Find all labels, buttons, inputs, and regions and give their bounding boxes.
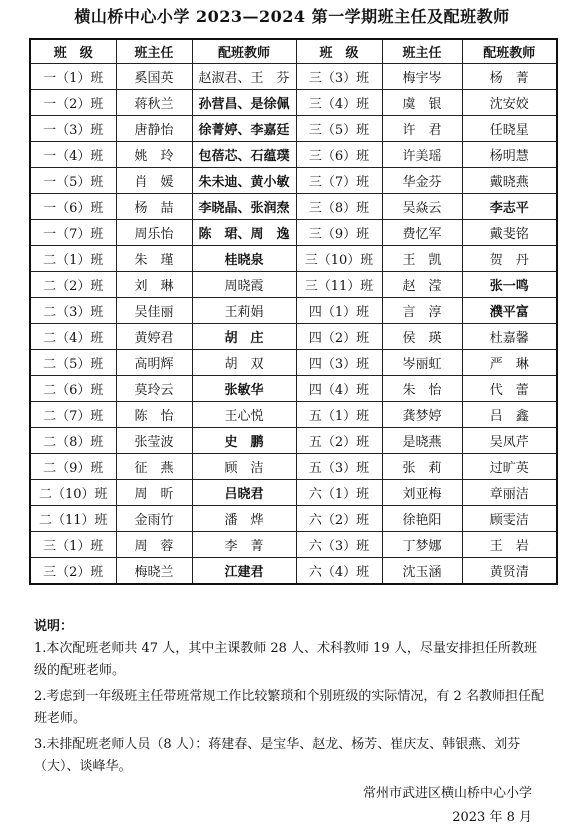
teacher-cell: 是晓燕 bbox=[382, 428, 462, 454]
table-row bbox=[30, 298, 557, 324]
class-cell: 一（6）班 bbox=[30, 194, 116, 220]
teacher-cell: 赵 滢 bbox=[382, 272, 462, 298]
table-row bbox=[30, 350, 557, 376]
teacher-cell: 朱 怡 bbox=[382, 376, 462, 402]
class-cell: 一（5）班 bbox=[30, 168, 116, 194]
class-cell: 三（9）班 bbox=[296, 220, 382, 246]
teacher-cell: 侯 瑛 bbox=[382, 324, 462, 350]
document-date: 2023 年 8 月 bbox=[452, 810, 532, 825]
class-cell: 二（7）班 bbox=[30, 402, 116, 428]
assistant-cell: 王莉娟 bbox=[192, 298, 296, 324]
teacher-cell: 吴焱云 bbox=[382, 194, 462, 220]
assistant-cell: 李志平 bbox=[462, 194, 557, 220]
teacher-cell: 陈 怡 bbox=[116, 402, 192, 428]
note-item: 2.考虑到一年级班主任带班常规工作比较繁琐和个别班级的实际情况，有 2 名教师担任配班老师。 bbox=[34, 689, 544, 726]
class-cell: 二（4）班 bbox=[30, 324, 116, 350]
column-header: 班主任 bbox=[116, 39, 192, 64]
teacher-cell: 王 凯 bbox=[382, 246, 462, 272]
table-row bbox=[30, 402, 557, 428]
teacher-cell: 费忆军 bbox=[382, 220, 462, 246]
class-cell: 三（4）班 bbox=[296, 90, 382, 116]
page-title: 横山桥中心小学 2023—2024 第一学期班主任及配班教师 bbox=[74, 7, 510, 26]
class-cell: 四（3）班 bbox=[296, 350, 382, 376]
teacher-cell: 张莹波 bbox=[116, 428, 192, 454]
roster-table bbox=[29, 38, 558, 585]
teacher-cell: 丁梦娜 bbox=[382, 532, 462, 558]
teacher-cell: 梅宇岑 bbox=[382, 64, 462, 90]
assistant-cell: 吴凤芹 bbox=[462, 428, 557, 454]
teacher-cell: 龚梦婷 bbox=[382, 402, 462, 428]
teacher-cell: 姚 玲 bbox=[116, 142, 192, 168]
teacher-cell: 沈玉涵 bbox=[382, 558, 462, 585]
assistant-cell: 戴晓燕 bbox=[462, 168, 557, 194]
assistant-cell: 任晓星 bbox=[462, 116, 557, 142]
class-cell: 二（9）班 bbox=[30, 454, 116, 480]
table-row bbox=[30, 454, 557, 480]
school-name: 常州市武进区横山桥中心小学 bbox=[362, 786, 532, 801]
assistant-cell: 周晓霞 bbox=[192, 272, 296, 298]
table-row bbox=[30, 64, 557, 90]
teacher-cell: 朱 瑾 bbox=[116, 246, 192, 272]
class-cell: 五（3）班 bbox=[296, 454, 382, 480]
class-cell: 一（1）班 bbox=[30, 64, 116, 90]
assistant-cell: 潘 烨 bbox=[192, 506, 296, 532]
class-cell: 二（3）班 bbox=[30, 298, 116, 324]
assistant-cell: 杨 菁 bbox=[462, 64, 557, 90]
assistant-cell: 严 琳 bbox=[462, 350, 557, 376]
assistant-cell: 朱未迪、黄小敏 bbox=[192, 168, 296, 194]
teacher-cell: 肖 媛 bbox=[116, 168, 192, 194]
assistant-cell: 李 菁 bbox=[192, 532, 296, 558]
class-cell: 四（2）班 bbox=[296, 324, 382, 350]
class-cell: 四（4）班 bbox=[296, 376, 382, 402]
table-row bbox=[30, 142, 557, 168]
teacher-cell: 高明辉 bbox=[116, 350, 192, 376]
class-cell: 二（6）班 bbox=[30, 376, 116, 402]
teacher-cell: 周乐怡 bbox=[116, 220, 192, 246]
assistant-cell: 李晓晶、张润焘 bbox=[192, 194, 296, 220]
column-header: 班 级 bbox=[30, 39, 116, 64]
class-cell: 二（11）班 bbox=[30, 506, 116, 532]
teacher-cell: 吴佳丽 bbox=[116, 298, 192, 324]
assistant-cell: 章丽洁 bbox=[462, 480, 557, 506]
assistant-cell: 顾 洁 bbox=[192, 454, 296, 480]
class-cell: 一（4）班 bbox=[30, 142, 116, 168]
assistant-cell: 顾雯洁 bbox=[462, 506, 557, 532]
table-row bbox=[30, 376, 557, 402]
table-row bbox=[30, 480, 557, 506]
assistant-cell: 吕晓君 bbox=[192, 480, 296, 506]
assistant-cell: 沈安姣 bbox=[462, 90, 557, 116]
teacher-cell: 征 燕 bbox=[116, 454, 192, 480]
assistant-cell: 赵淑君、王 芬 bbox=[192, 64, 296, 90]
column-header: 班主任 bbox=[382, 39, 462, 64]
teacher-cell: 虞 银 bbox=[382, 90, 462, 116]
class-cell: 六（3）班 bbox=[296, 532, 382, 558]
class-cell: 二（10）班 bbox=[30, 480, 116, 506]
column-header: 班 级 bbox=[296, 39, 382, 64]
teacher-cell: 许美瑶 bbox=[382, 142, 462, 168]
class-cell: 五（2）班 bbox=[296, 428, 382, 454]
assistant-cell: 史 鹏 bbox=[192, 428, 296, 454]
teacher-cell: 金雨竹 bbox=[116, 506, 192, 532]
table-row bbox=[30, 532, 557, 558]
class-cell: 三（3）班 bbox=[296, 64, 382, 90]
column-header: 配班教师 bbox=[192, 39, 296, 64]
table-row bbox=[30, 220, 557, 246]
class-cell: 一（2）班 bbox=[30, 90, 116, 116]
assistant-cell: 王心悦 bbox=[192, 402, 296, 428]
teacher-cell: 岑丽虹 bbox=[382, 350, 462, 376]
note-item: 1.本次配班老师共 47 人，其中主课教师 28 人、术科教师 19 人，尽量安排担任所教班级的配班老师。 bbox=[34, 641, 537, 678]
assistant-cell: 过旷英 bbox=[462, 454, 557, 480]
notes-heading: 说明： bbox=[34, 619, 74, 634]
note-item: 3.未排配班老师人员（8 人）：蒋建春、是宝华、赵龙、杨芳、崔庆友、韩银燕、刘芬（大）、谈峰华。 bbox=[34, 737, 521, 774]
assistant-cell: 代 蕾 bbox=[462, 376, 557, 402]
assistant-cell: 孙营昌、是徐佩 bbox=[192, 90, 296, 116]
table-row bbox=[30, 558, 557, 585]
class-cell: 二（2）班 bbox=[30, 272, 116, 298]
notes-section bbox=[34, 616, 544, 782]
class-cell: 一（7）班 bbox=[30, 220, 116, 246]
class-cell: 三（1）班 bbox=[30, 532, 116, 558]
assistant-cell: 张敏华 bbox=[192, 376, 296, 402]
class-cell: 二（5）班 bbox=[30, 350, 116, 376]
table-row bbox=[30, 168, 557, 194]
assistant-cell: 江建君 bbox=[192, 558, 296, 585]
class-cell: 六（4）班 bbox=[296, 558, 382, 585]
teacher-cell: 许 君 bbox=[382, 116, 462, 142]
table-row bbox=[30, 246, 557, 272]
class-cell: 五（1）班 bbox=[296, 402, 382, 428]
table-row bbox=[30, 506, 557, 532]
class-cell: 二（1）班 bbox=[30, 246, 116, 272]
table-row bbox=[30, 194, 557, 220]
class-cell: 三（11）班 bbox=[296, 272, 382, 298]
assistant-cell: 王 岩 bbox=[462, 532, 557, 558]
teacher-cell: 张 莉 bbox=[382, 454, 462, 480]
teacher-cell: 奚国英 bbox=[116, 64, 192, 90]
class-cell: 三（10）班 bbox=[296, 246, 382, 272]
class-cell: 三（6）班 bbox=[296, 142, 382, 168]
teacher-cell: 言 淳 bbox=[382, 298, 462, 324]
class-cell: 一（3）班 bbox=[30, 116, 116, 142]
class-cell: 二（8）班 bbox=[30, 428, 116, 454]
assistant-cell: 张一鸣 bbox=[462, 272, 557, 298]
assistant-cell: 胡 双 bbox=[192, 350, 296, 376]
teacher-cell: 周 蓉 bbox=[116, 532, 192, 558]
assistant-cell: 包蓓芯、石蕴璞 bbox=[192, 142, 296, 168]
table-row bbox=[30, 428, 557, 454]
class-cell: 三（5）班 bbox=[296, 116, 382, 142]
teacher-cell: 莫玲云 bbox=[116, 376, 192, 402]
class-cell: 六（1）班 bbox=[296, 480, 382, 506]
assistant-cell: 濮平富 bbox=[462, 298, 557, 324]
assistant-cell: 戴斐铭 bbox=[462, 220, 557, 246]
teacher-cell: 梅晓兰 bbox=[116, 558, 192, 585]
class-cell: 四（1）班 bbox=[296, 298, 382, 324]
table-row bbox=[30, 116, 557, 142]
class-cell: 三（7）班 bbox=[296, 168, 382, 194]
table-row bbox=[30, 272, 557, 298]
assistant-cell: 黄贤清 bbox=[462, 558, 557, 585]
teacher-cell: 刘亚梅 bbox=[382, 480, 462, 506]
class-cell: 三（2）班 bbox=[30, 558, 116, 585]
teacher-cell: 徐艳阳 bbox=[382, 506, 462, 532]
column-header: 配班教师 bbox=[462, 39, 557, 64]
teacher-cell: 蒋秋兰 bbox=[116, 90, 192, 116]
teacher-cell: 杨 喆 bbox=[116, 194, 192, 220]
teacher-cell: 唐静怡 bbox=[116, 116, 192, 142]
assistant-cell: 桂晓泉 bbox=[192, 246, 296, 272]
table-row bbox=[30, 324, 557, 350]
table-header-row bbox=[30, 39, 557, 64]
assistant-cell: 杜嘉馨 bbox=[462, 324, 557, 350]
class-cell: 六（2）班 bbox=[296, 506, 382, 532]
assistant-cell: 杨明慧 bbox=[462, 142, 557, 168]
teacher-cell: 黄婷君 bbox=[116, 324, 192, 350]
assistant-cell: 胡 庄 bbox=[192, 324, 296, 350]
footer bbox=[363, 782, 532, 830]
teacher-cell: 周 昕 bbox=[116, 480, 192, 506]
table-row bbox=[30, 90, 557, 116]
teacher-cell: 刘 琳 bbox=[116, 272, 192, 298]
teacher-cell: 华金芬 bbox=[382, 168, 462, 194]
assistant-cell: 吕 鑫 bbox=[462, 402, 557, 428]
assistant-cell: 贺 丹 bbox=[462, 246, 557, 272]
assistant-cell: 徐菁婷、李嘉廷 bbox=[192, 116, 296, 142]
class-cell: 三（8）班 bbox=[296, 194, 382, 220]
assistant-cell: 陈 珺、周 逸 bbox=[192, 220, 296, 246]
